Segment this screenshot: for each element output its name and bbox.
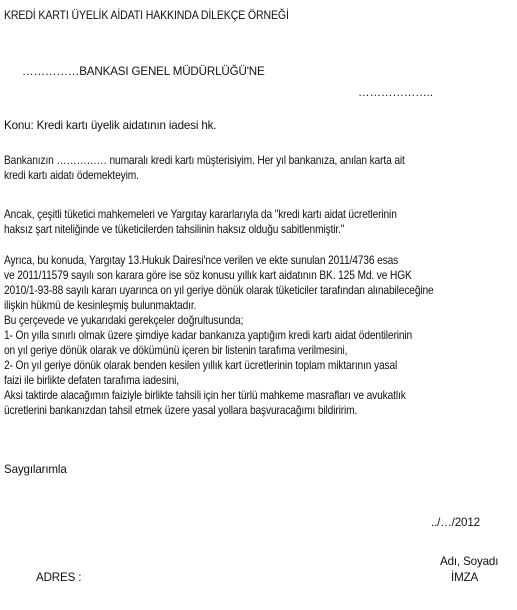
date-placeholder-bottom: ../…/2012 bbox=[431, 516, 480, 529]
paragraph-line: Aksi taktirde alacağımın faiziyle birlikte tahsili için her türlü mahkeme masrafları ve avukatlık bbox=[4, 389, 406, 402]
paragraph-customer-info bbox=[4, 153, 509, 183]
paragraph-court-decisions bbox=[4, 207, 509, 237]
subject-line: Konu: Kredi kartı üyelik aidatının iadesi hk. bbox=[4, 119, 217, 132]
recipient-line: ……………BANKASI GENEL MÜDÜRLÜĞÜ'NE bbox=[22, 65, 265, 78]
paragraph-line: 1- On yılla sınırlı olmak üzere şimdiye kadar bankanıza yaptığım kredi kartı aidat ödentilerinin bbox=[4, 329, 413, 342]
paragraph-line: on yıl geriye dönük olarak ve dökümünü içeren bir listenin tarafıma verilmesini, bbox=[4, 344, 348, 357]
date-placeholder-top: ……………….. bbox=[358, 86, 433, 99]
paragraph-line: Ayrıca, bu konuda, Yargıtay 13.Hukuk Dairesi'nce verilen ve ekte sunulan 2011/4736 esas bbox=[4, 254, 399, 267]
paragraph-line: faizi ile birlikte defaten tarafıma iadesini, bbox=[4, 374, 179, 387]
name-label: Adı, Soyadı bbox=[440, 555, 499, 568]
signature-label: İMZA bbox=[451, 571, 479, 584]
paragraph-legal-request bbox=[4, 253, 509, 418]
closing-salutation: Saygılarımla bbox=[4, 463, 67, 476]
document-title: KREDİ KARTI ÜYELİK AİDATI HAKKINDA DİLEKÇE ÖRNEĞİ bbox=[4, 8, 289, 22]
paragraph-line: 2010/1-93-88 sayılı kararı uyarınca on yıl geriye dönük olarak tüketiciler tarafından alınabileceğine bbox=[4, 284, 434, 297]
paragraph-line: 2- On yıl geriye dönük olarak benden kesilen yıllık kart ücretlerinin toplam miktarının yasal bbox=[4, 359, 398, 372]
paragraph-line: Bankanızın …………… numaralı kredi kartı müşterisiyim. Her yıl bankanıza, anılan karta ait bbox=[4, 154, 405, 167]
address-label: ADRES : bbox=[36, 571, 82, 584]
paragraph-line: haksız şart niteliğinde ve tüketicilerden tahsilinin haksız olduğu sabitlenmiştir." bbox=[4, 223, 345, 236]
paragraph-line: ve 2011/11579 sayılı son karara göre ise söz konusu yıllık kart aidatının BK. 125 Md. ve HGK bbox=[4, 269, 412, 282]
paragraph-line: Bu çerçevede ve yukarıdaki gerekçeler doğrultusunda; bbox=[4, 314, 244, 327]
paragraph-line: kredi kartı aidatı ödemekteyim. bbox=[4, 169, 139, 182]
paragraph-line: ücretlerini bankanızdan tahsil etmek üzere yasal yollara başvuracağımı bildiririm. bbox=[4, 404, 358, 417]
paragraph-line: Ancak, çeşitli tüketici mahkemeleri ve Yargıtay kararlarıyla da "kredi kartı aidat ücretlerinin bbox=[4, 208, 397, 221]
paragraph-line: ilişkin hükmü de kesinleşmiş bulunmaktadır. bbox=[4, 299, 197, 312]
